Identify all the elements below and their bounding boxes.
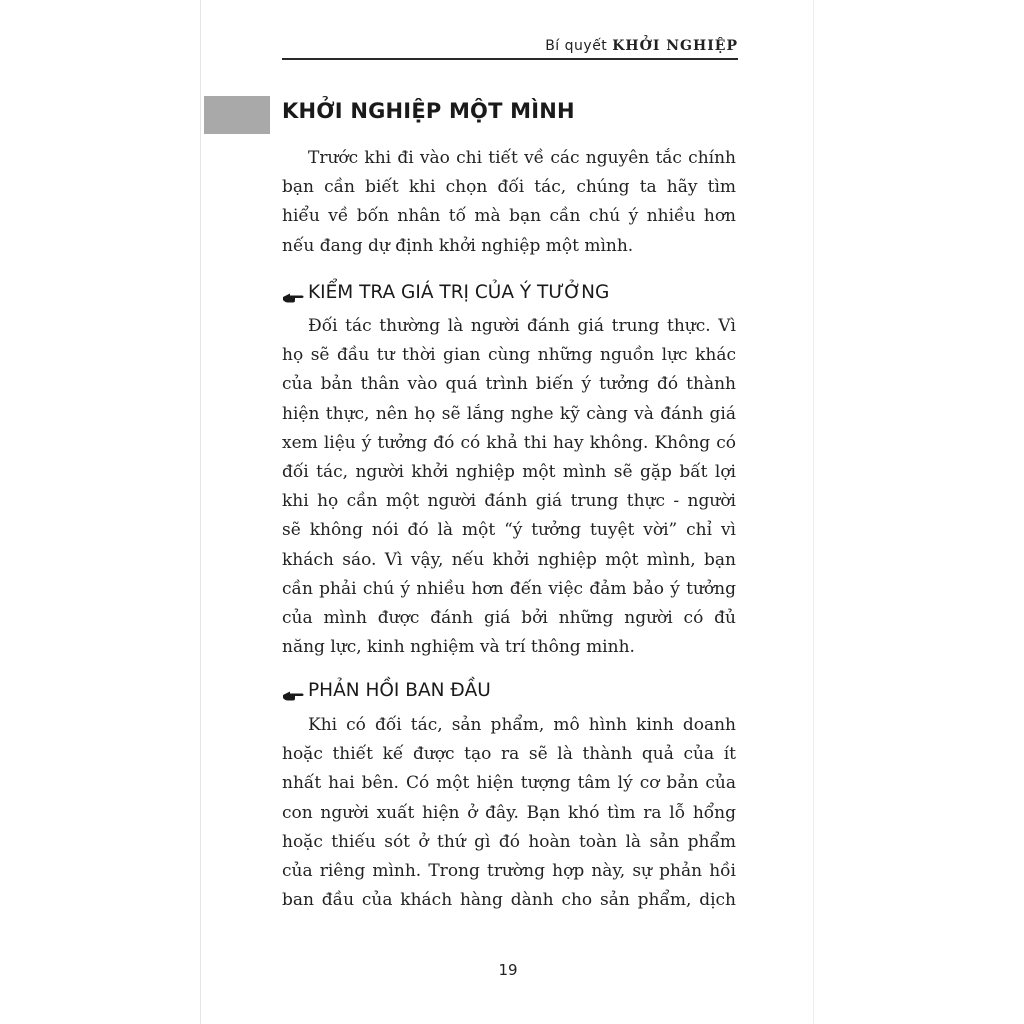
- paragraph-line: khách sáo. Vì vậy, nếu khởi nghiệp một mình, bạn: [282, 549, 736, 570]
- paragraph-line: xem liệu ý tưởng đó có khả thi hay không. Không có: [282, 432, 736, 453]
- paragraph-line: nhất hai bên. Có một hiện tượng tâm lý cơ bản của: [282, 773, 736, 794]
- running-head-strong: KHỞI NGHIỆP: [612, 38, 738, 54]
- paragraph-line: Trước khi đi vào chi tiết về các nguyên tắc chính: [308, 148, 736, 168]
- paragraph-line: khi họ cần một người đánh giá trung thực - người: [282, 491, 736, 512]
- paragraph-line: hoặc thiết kế được tạo ra sẽ là thành quả của ít: [282, 744, 736, 765]
- paragraph-line: sẽ không nói đó là một “ý tưởng tuyệt vời” chỉ vì: [282, 520, 736, 541]
- paragraph-line: ban đầu của khách hàng dành cho sản phẩm, dịch: [282, 890, 736, 911]
- pointing-hand-icon: [282, 686, 304, 700]
- section-title: KHỞI NGHIỆP MỘT MÌNH: [282, 99, 575, 123]
- paragraph-line: của mình được đánh giá bởi những người có đủ: [282, 607, 736, 628]
- pointing-hand-icon: [282, 288, 304, 302]
- running-head-light: Bí quyết: [545, 38, 608, 54]
- initial-feedback-paragraph: [282, 711, 736, 915]
- header-rule: [282, 58, 738, 60]
- paragraph-line: Khi có đối tác, sản phẩm, mô hình kinh doanh: [308, 715, 736, 735]
- paragraph-line: cần phải chú ý nhiều hơn đến việc đảm bảo ý tưởng: [282, 578, 736, 599]
- paragraph-line: hiện thực, nên họ sẽ lắng nghe kỹ càng và đánh giá: [282, 403, 736, 424]
- paragraph-line: hiểu về bốn nhân tố mà bạn cần chú ý nhiều hơn: [282, 206, 736, 227]
- paragraph-line: năng lực, kinh nghiệm và trí thông minh.: [282, 637, 635, 658]
- section-tab-marker: [204, 96, 270, 134]
- intro-paragraph: [282, 144, 736, 261]
- paragraph-line: nếu đang dự định khởi nghiệp một mình.: [282, 235, 634, 256]
- paragraph-line: của riêng mình. Trong trường hợp này, sự phản hồi: [282, 860, 736, 881]
- page-number: 19: [498, 961, 518, 979]
- paragraph-line: con người xuất hiện ở đây. Bạn khó tìm ra lỗ hổng: [282, 802, 736, 823]
- paragraph-line: họ sẽ đầu tư thời gian cùng những nguồn lực khác: [282, 345, 736, 366]
- paragraph-line: đối tác, người khởi nghiệp một mình sẽ gặp bất lợi: [282, 461, 736, 482]
- subheading-text: PHẢN HỒI BAN ĐẦU: [308, 680, 491, 701]
- idea-value-paragraph: [282, 312, 736, 662]
- subheading-initial-feedback: [282, 680, 491, 701]
- paragraph-line: bạn cần biết khi chọn đối tác, chúng ta hãy tìm: [282, 177, 736, 198]
- paragraph-line: Đối tác thường là người đánh giá trung thực. Vì: [308, 316, 736, 336]
- subheading-idea-value: [282, 282, 609, 303]
- subheading-text: KIỂM TRA GIÁ TRỊ CỦA Ý TƯỞNG: [308, 282, 610, 303]
- running-head: [282, 38, 738, 54]
- paragraph-line: của bản thân vào quá trình biến ý tưởng đó thành: [282, 374, 736, 395]
- paragraph-line: hoặc thiếu sót ở thứ gì đó hoàn toàn là sản phẩm: [282, 831, 736, 852]
